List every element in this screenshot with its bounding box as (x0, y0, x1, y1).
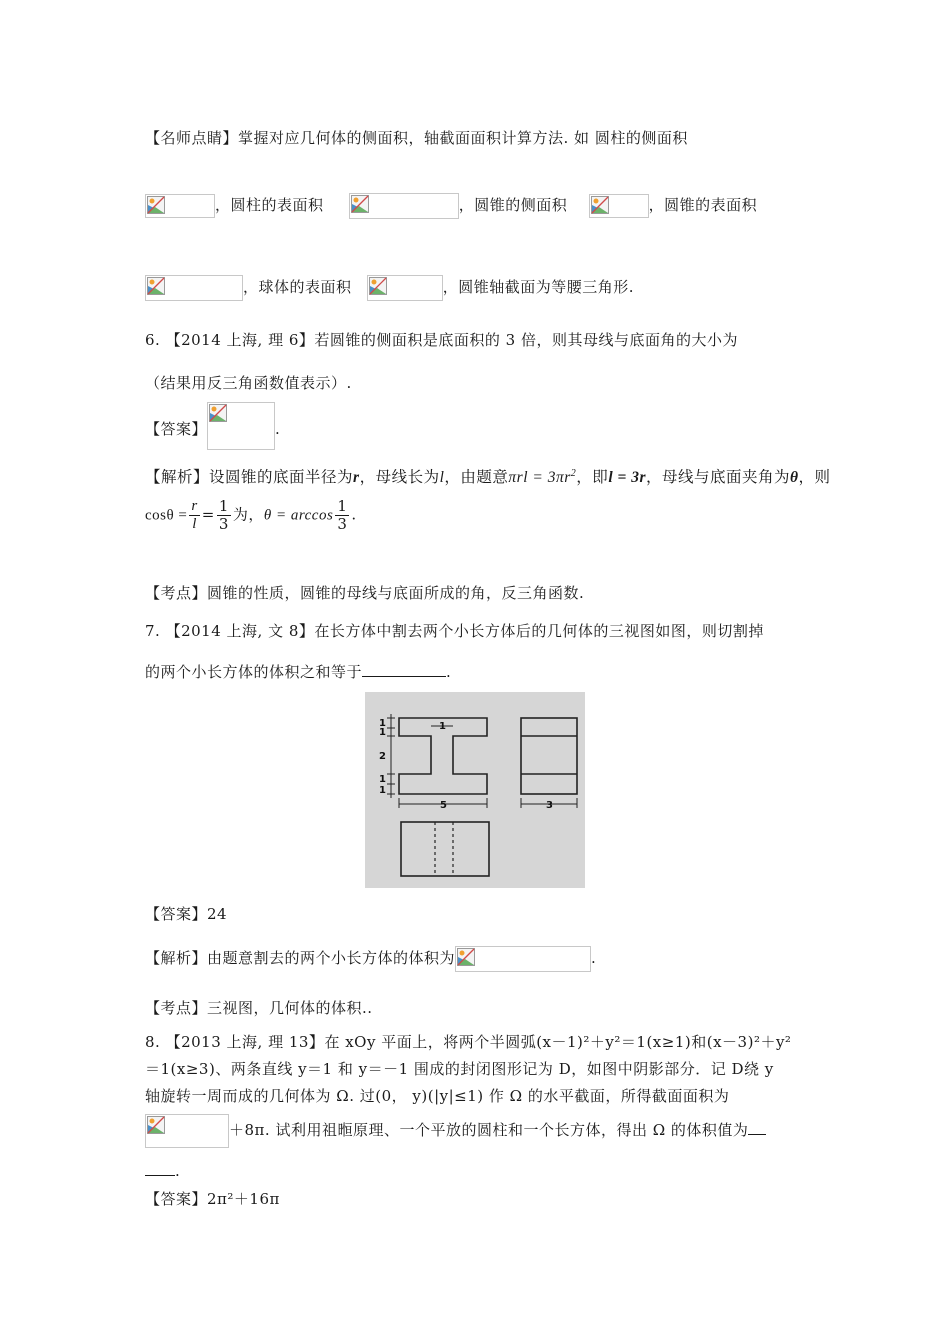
q8-number: 8. (145, 1033, 161, 1051)
q8-answer-line (145, 1188, 280, 1209)
q7-analysis-end: . (591, 949, 597, 967)
cos-lhs: cosθ = (145, 507, 188, 524)
dim-label-side: 3 (546, 800, 553, 811)
dim-label: 1 (379, 727, 386, 738)
broken-image-icon (351, 195, 369, 213)
q7-point-label: 【考点】 (145, 999, 208, 1017)
frac3-den: 3 (337, 515, 348, 533)
broken-image-icon (209, 404, 227, 422)
dim-label: 1 (379, 718, 386, 729)
q8-text-4: ＋8π. 试利用祖暅原理、一个平放的圆柱和一个长方体，得出 Ω 的体积值为 (229, 1121, 749, 1139)
q7-answer: 24 (207, 905, 228, 923)
q6-source: 【2014 上海, 理 6】 (165, 331, 315, 349)
equation-2: l = 3r (608, 469, 646, 486)
q6-analysis-f: ，则 (798, 468, 831, 486)
q8-text-1: 在 xOy 平面上，将两个半圆弧(x－1)²＋y²＝1(x≥1)和(x－3)²＋y² (324, 1033, 792, 1051)
q8-text-5-end: . (175, 1162, 181, 1180)
broken-image-icon (147, 196, 165, 214)
q7-analysis-image (455, 946, 591, 972)
q8-source: 【2013 上海, 理 13】 (165, 1033, 325, 1051)
q6-analysis-line-1 (145, 465, 831, 487)
q7-number: 7. (145, 622, 161, 640)
q8-line-3 (145, 1085, 729, 1106)
q6-analysis-g: 为， (232, 505, 264, 524)
fraction-one-third (217, 498, 231, 533)
q8-answer-blank-1 (748, 1120, 766, 1135)
q8-answer: 2π²＋16π (207, 1190, 280, 1208)
broken-image-icon (457, 948, 475, 966)
formula-image-sphere-surface (367, 275, 443, 301)
q6-point-label: 【考点】 (145, 584, 208, 602)
q7-point-line (145, 997, 373, 1018)
q6-analysis-b: ，母线长为 (359, 468, 440, 486)
three-view-figure (365, 692, 585, 888)
q6-analysis-e: ，母线与底面夹角为 (645, 468, 790, 486)
formula-image-cylinder-surface (349, 193, 459, 219)
q8-line-4 (145, 1114, 766, 1148)
q7-line-2 (145, 661, 451, 682)
q7-source: 【2014 上海, 文 8】 (165, 622, 315, 640)
q6-line-1 (145, 329, 738, 350)
tip-sep3: ，圆锥的表面积 (648, 196, 758, 214)
q7-text: 在长方体中割去两个小长方体后的几何体的三视图如图，则切割掉 (314, 622, 764, 640)
tip-line-1 (145, 127, 688, 148)
var-r: r (353, 469, 360, 486)
q6-period: . (351, 505, 357, 524)
dim-label: 2 (379, 751, 386, 762)
q6-number: 6. (145, 331, 161, 349)
formula-image-cylinder-lateral (145, 194, 215, 218)
equation-1-sup: 2 (570, 467, 577, 479)
side-view-outline (521, 718, 577, 794)
broken-image-icon (147, 1116, 165, 1134)
q6-answer-label: 【答案】 (145, 420, 208, 438)
frac1-num: r (191, 498, 198, 514)
q6-analysis-a: 设圆锥的底面半径为 (209, 468, 354, 486)
tip-end: ，圆锥轴截面为等腰三角形. (442, 278, 635, 296)
theta-eq: θ = arccos (263, 507, 334, 524)
q8-text-3: 轴旋转一周而成的几何体为 Ω. 过(0， y)(|y|≤1) 作 Ω 的水平截面，所得截面面积为 (145, 1087, 730, 1105)
q6-analysis-line-2 (145, 498, 357, 533)
var-l: l (439, 469, 445, 486)
q8-answer-label: 【答案】 (145, 1190, 208, 1208)
dim-label: 1 (379, 785, 386, 796)
q7-text2: 的两个小长方体的体积之和等于 (145, 663, 363, 681)
fraction-one-third-2 (335, 498, 349, 533)
tip-line-2 (145, 193, 757, 219)
q6-point-line (145, 582, 584, 603)
q7-analysis-line (145, 946, 596, 972)
q6-answer-image (207, 402, 275, 450)
q6-analysis-label: 【解析】 (145, 468, 210, 486)
top-view-outline (401, 822, 489, 876)
q6-text: 若圆锥的侧面积是底面积的 3 倍，则其母线与底面角的大小为 (314, 331, 738, 349)
three-view-drawing (365, 692, 585, 888)
dim-label-bottom: 5 (440, 800, 447, 811)
frac2-den: 3 (218, 515, 229, 533)
broken-image-icon (591, 196, 609, 214)
tip-text: 掌握对应几何体的侧面积，轴截面面积计算方法. 如 圆柱的侧面积 (238, 129, 688, 147)
q8-answer-blank-2 (145, 1161, 175, 1176)
tip-sep4: ，球体的表面积 (243, 278, 352, 296)
broken-image-icon (147, 277, 165, 295)
q8-text-2: ＝1(x≥3)、两条直线 y＝1 和 y＝－1 围成的封闭图形记为 D，如图中阴影部分．记 D绕 y (145, 1060, 774, 1078)
q6-analysis-c: ，由题意 (444, 468, 509, 486)
frac3-num: 1 (337, 497, 348, 515)
dim-label: 1 (379, 774, 386, 785)
fraction-r-over-l (189, 498, 199, 533)
formula-image-cone-lateral (589, 194, 649, 218)
q7-answer-label: 【答案】 (145, 905, 208, 923)
q8-area-image (145, 1114, 229, 1148)
q6-line-2 (145, 372, 352, 393)
q7-analysis: 由题意割去的两个小长方体的体积为 (207, 949, 456, 967)
broken-image-icon (369, 277, 387, 295)
q7-text2-end: . (446, 663, 452, 681)
tip-line-3 (145, 275, 634, 301)
tip-sep2: ，圆锥的侧面积 (458, 196, 568, 214)
equation-1: πrl = 3πr (508, 469, 571, 486)
q7-analysis-label: 【解析】 (145, 949, 208, 967)
q6-answer-line (145, 402, 280, 450)
dim-label-top: 1 (439, 721, 446, 732)
q7-point-text: 三视图，几何体的体积.. (207, 999, 373, 1017)
q8-line-5 (145, 1161, 180, 1180)
q6-analysis-d: ，即 (576, 468, 609, 486)
q6-text2: （结果用反三角函数值表示）. (145, 374, 352, 392)
var-theta: θ (790, 469, 799, 486)
q7-answer-line (145, 903, 227, 924)
frac2-num: 1 (218, 497, 229, 515)
eq-sign: = (201, 505, 215, 524)
tip-label: 【名师点睛】 (145, 129, 239, 147)
frac1-den: l (192, 516, 197, 532)
q8-line-1 (145, 1031, 791, 1052)
q8-line-2 (145, 1058, 774, 1079)
q7-line-1 (145, 620, 764, 641)
q6-point-text: 圆锥的性质，圆锥的母线与底面所成的角，反三角函数. (207, 584, 585, 602)
tip-sep1: ，圆柱的表面积 (215, 196, 324, 214)
formula-image-cone-surface (145, 275, 243, 301)
q6-answer-end: . (275, 420, 281, 438)
q7-answer-blank (362, 662, 446, 677)
